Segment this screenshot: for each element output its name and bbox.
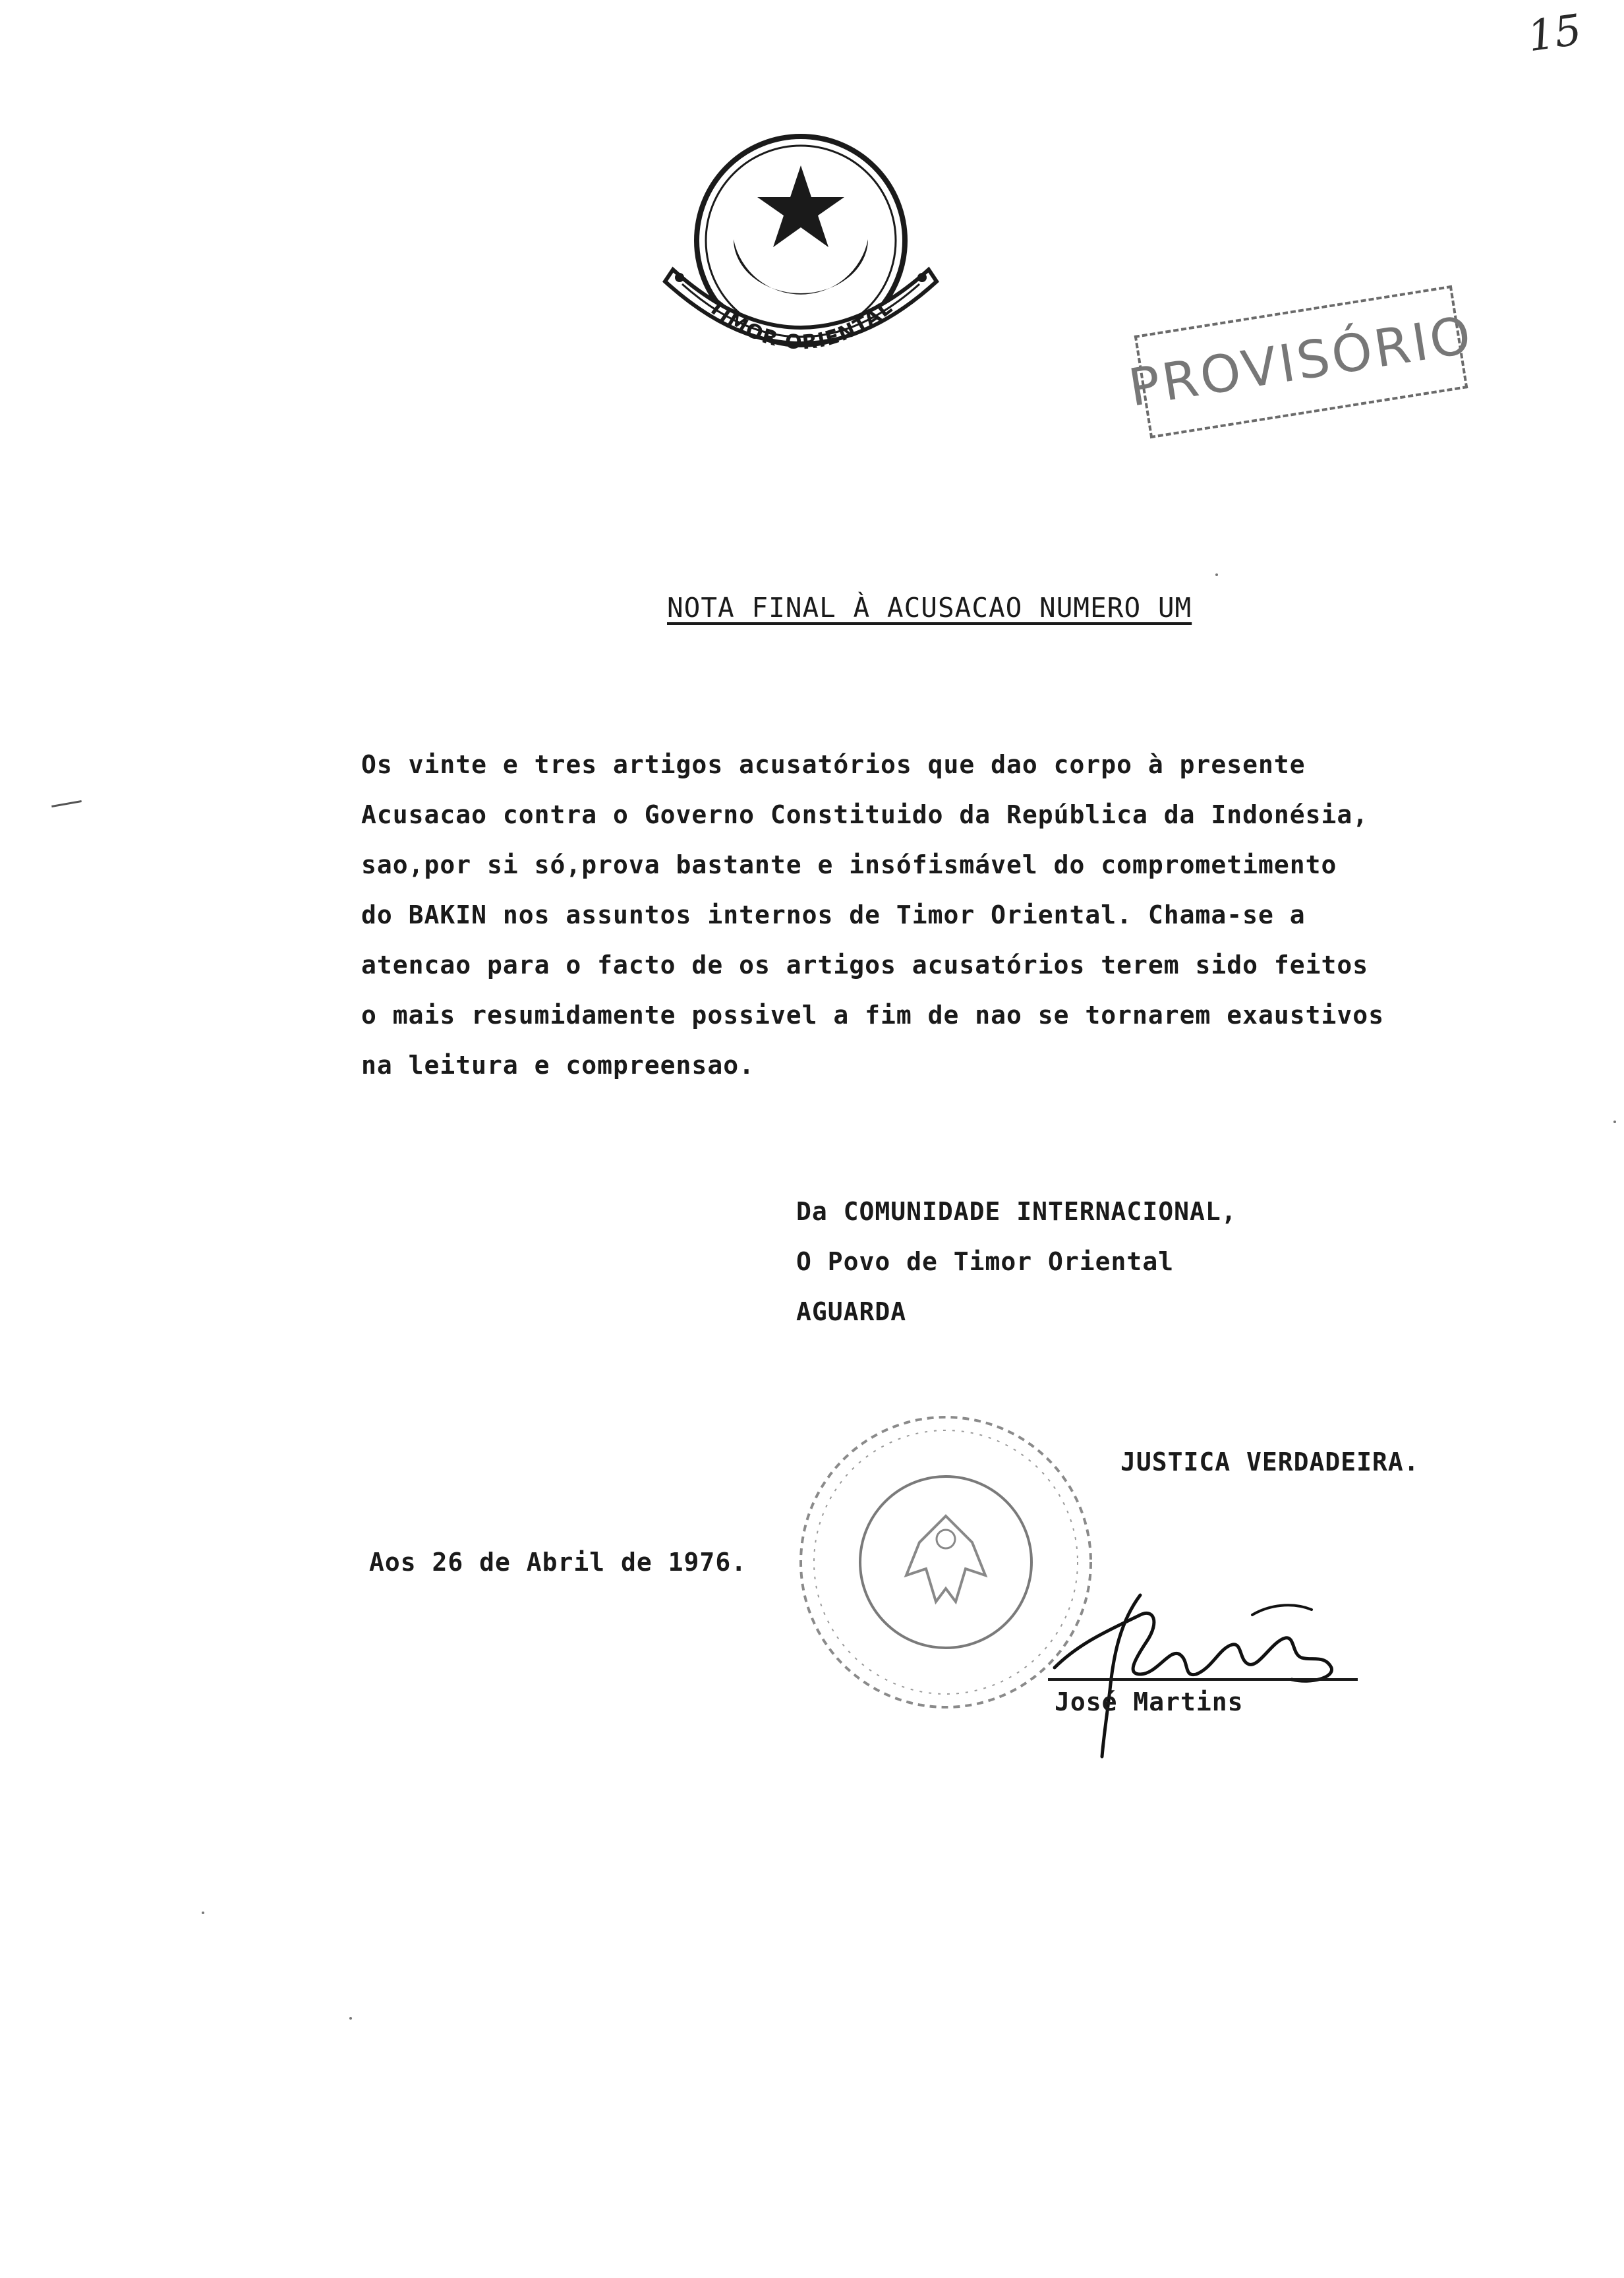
body-line: na leitura e compreensao. <box>361 1051 755 1080</box>
body-paragraph <box>361 740 1548 1090</box>
body-line: Acusacao contra o Governo Constituido da República da Indonésia, <box>361 800 1369 829</box>
scan-speck <box>1215 573 1218 576</box>
body-line: o mais resumidamente possivel a fim de nao se tornarem exaustivos <box>361 1001 1385 1030</box>
signer-name: José Martins <box>1055 1687 1244 1716</box>
signature-line <box>1048 1678 1358 1681</box>
timor-oriental-emblem <box>656 129 946 392</box>
body-line: atencao para o facto de os artigos acusatórios terem sido feitos <box>361 950 1369 979</box>
scan-speck <box>202 1912 204 1914</box>
closing-line: AGUARDA <box>796 1297 907 1326</box>
closing-block <box>796 1186 1237 1337</box>
document-title: NOTA FINAL À ACUSACAO NUMERO UM <box>667 592 1192 624</box>
closing-line: Da COMUNIDADE INTERNACIONAL, <box>796 1197 1237 1226</box>
signature-mark <box>1041 1569 1371 1760</box>
scan-speck <box>1613 1121 1616 1123</box>
justica-verdadeira: JUSTICA VERDADEIRA. <box>1120 1447 1420 1476</box>
star-icon <box>757 165 844 247</box>
body-line: sao,por si só,prova bastante e insófismável do comprometimento <box>361 850 1337 879</box>
page-number: 15 <box>1524 5 1585 62</box>
date-line: Aos 26 de Abril de 1976. <box>369 1548 747 1577</box>
svg-text:TIMOR ORIENTAL: TIMOR ORIENTAL <box>704 295 898 355</box>
closing-line: O Povo de Timor Oriental <box>796 1247 1174 1276</box>
scan-speck <box>349 2017 352 2020</box>
provisorio-stamp: PROVISÓRIO <box>1134 285 1468 438</box>
margin-mark <box>51 800 82 807</box>
body-line: Os vinte e tres artigos acusatórios que dao corpo à presente <box>361 750 1306 779</box>
body-line: do BAKIN nos assuntos internos de Timor Oriental. Chama-se a <box>361 900 1306 929</box>
